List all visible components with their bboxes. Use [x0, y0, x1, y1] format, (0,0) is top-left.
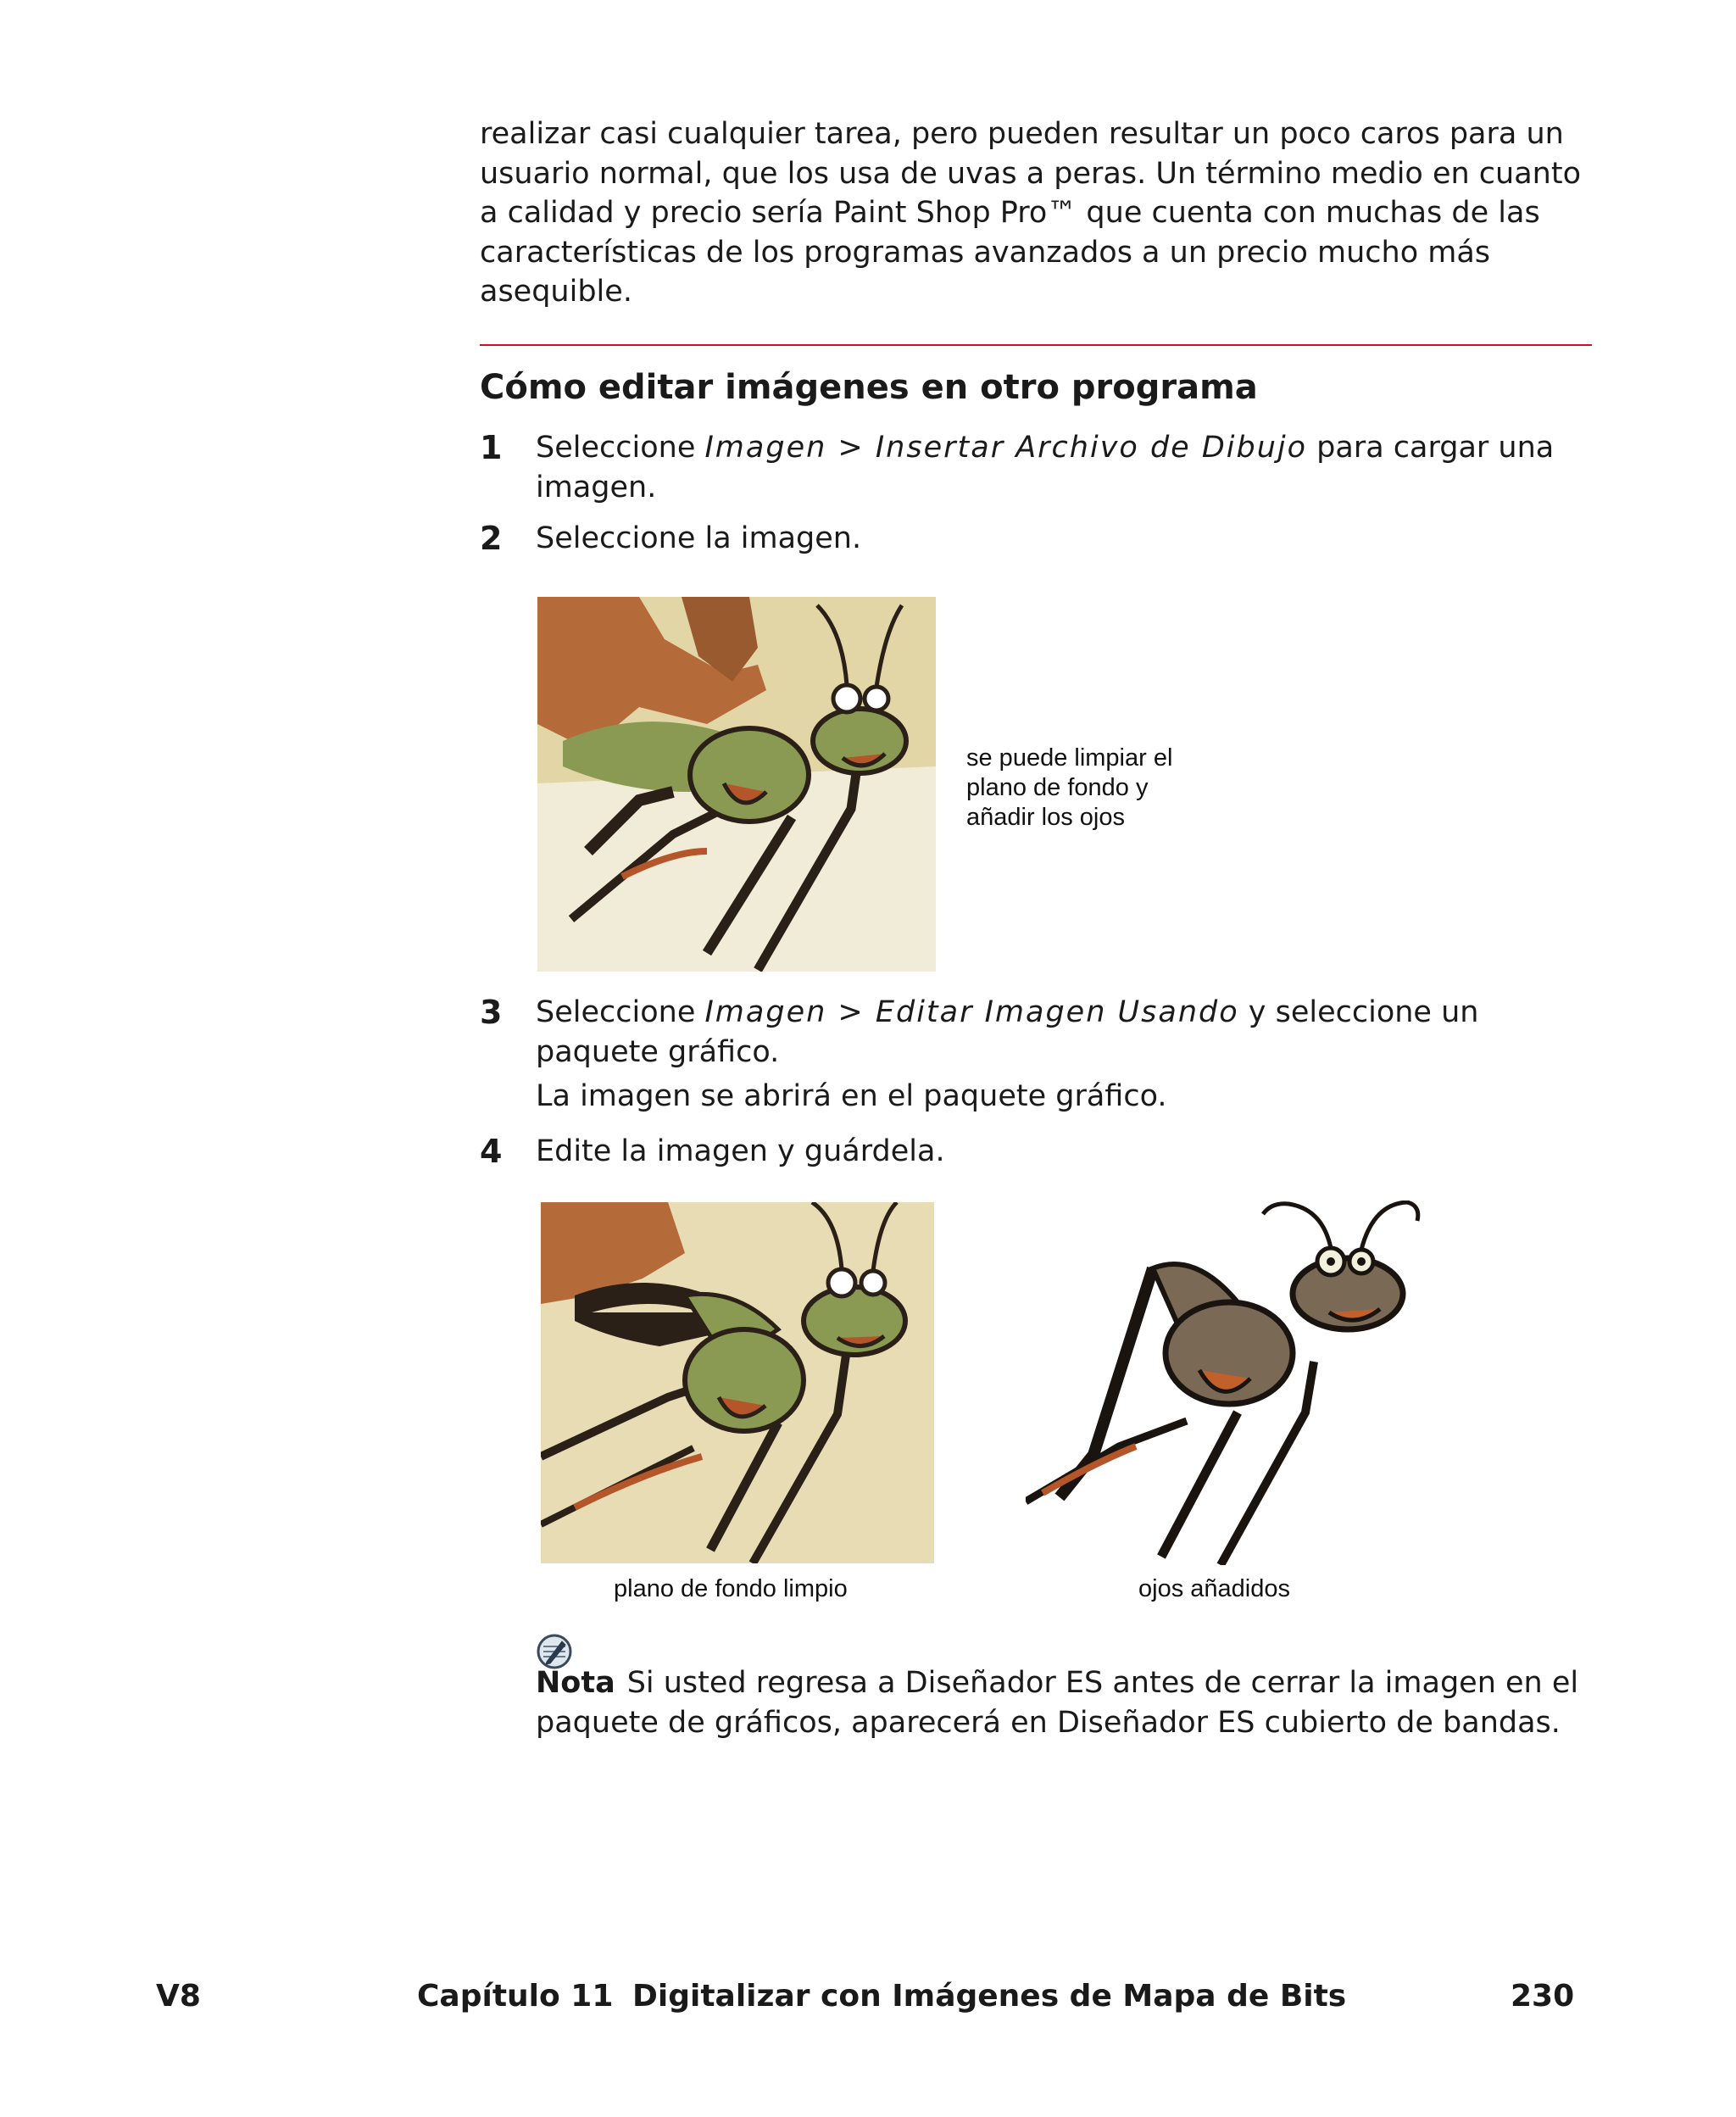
- figure1-caption-line: añadir los ojos: [966, 804, 1125, 831]
- step-number: 4: [480, 1133, 503, 1170]
- step-text-post: para cargar una imagen.: [536, 431, 1555, 504]
- footer-page-number: 230: [1511, 1979, 1575, 2014]
- section-divider: [480, 344, 1592, 346]
- figure1-caption-line: plano de fondo y: [966, 774, 1149, 801]
- step-number: 1: [480, 429, 503, 466]
- step-2: [480, 519, 1607, 559]
- step-number: 3: [480, 994, 503, 1031]
- figure1-caption-line: se puede limpiar el: [966, 744, 1173, 772]
- step-text: Seleccione la imagen.: [536, 521, 862, 555]
- step-text-post: y seleccione un paquete gráfico.: [536, 995, 1479, 1069]
- note-label: Nota: [536, 1666, 615, 1700]
- step-number: 2: [480, 520, 503, 557]
- figure1-caption: [966, 744, 1172, 833]
- intro-paragraph: realizar casi cualquier tarea, pero pueden resultar un poco caros para un usuario normal, que los usa de uvas a peras. Un término medio en cuanto a calidad y precio sería Paint Shop Pro™ que cuenta con muchas de las características de los programas avanzados a un precio mucho más asequible.: [480, 117, 1581, 309]
- cleaned-background-caption: plano de fondo limpio: [614, 1575, 848, 1602]
- step-1: [480, 428, 1607, 508]
- eyes-added-image: [1026, 1201, 1433, 1565]
- footer-version: V8: [156, 1979, 201, 2014]
- step-text: [536, 428, 1607, 508]
- step-text-pre: Seleccione: [536, 995, 705, 1029]
- note-text: Si usted regresa a Diseñador ES antes de cerrar la imagen en el paquete de gráficos, aparecerá en Diseñador ES cubierto de bandas.: [536, 1666, 1579, 1740]
- menu-path: Imagen > Insertar Archivo de Dibujo: [704, 431, 1308, 465]
- footer-chapter: Capítulo 11: [417, 1979, 614, 2014]
- step-3-result: La imagen se abrirá en el paquete gráfico.: [536, 1079, 1167, 1113]
- step-text: [536, 993, 1607, 1072]
- step-3: [480, 993, 1607, 1072]
- footer-chapter-title: Digitalizar con Imágenes de Mapa de Bits: [632, 1979, 1347, 2014]
- cleaned-background-image: [541, 1202, 934, 1563]
- step-4: [480, 1132, 1607, 1172]
- menu-path: Imagen > Editar Imagen Usando: [704, 995, 1239, 1029]
- step-text: Edite la imagen y guárdela.: [536, 1134, 945, 1168]
- original-grasshopper-image: [537, 597, 936, 972]
- eyes-added-caption: ojos añadidos: [1138, 1575, 1290, 1602]
- section-heading: Cómo editar imágenes en otro programa: [480, 368, 1258, 407]
- note-block: [536, 1663, 1604, 1743]
- step-text-pre: Seleccione: [536, 431, 705, 465]
